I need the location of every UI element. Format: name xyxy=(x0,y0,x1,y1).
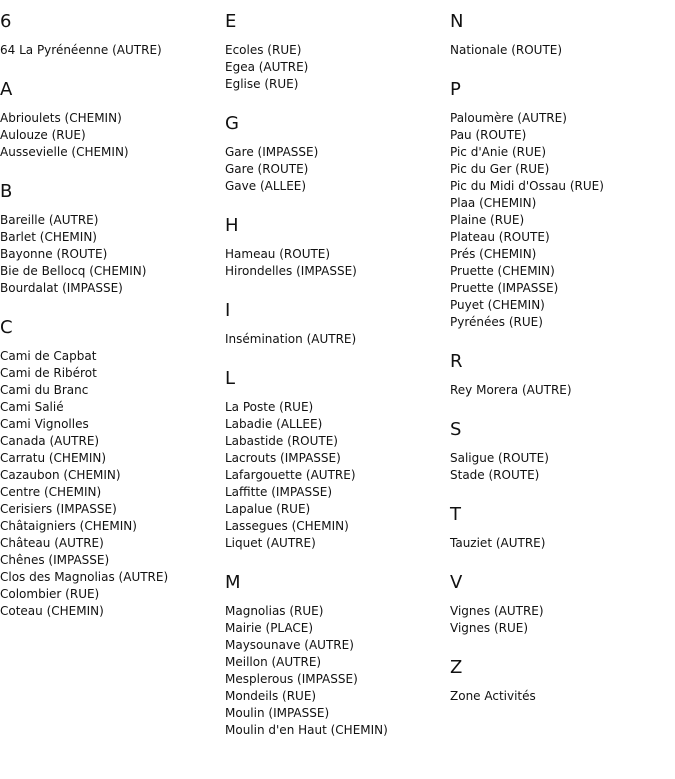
street-link[interactable]: Gare (IMPASSE) xyxy=(225,145,319,159)
letter-group xyxy=(0,11,220,59)
street-link[interactable]: Gave (ALLEE) xyxy=(225,179,307,193)
street-link[interactable]: Nationale (ROUTE) xyxy=(450,43,563,57)
letter-group xyxy=(450,504,670,552)
letter-group xyxy=(225,11,445,93)
street-link[interactable]: Aussevielle (CHEMIN) xyxy=(0,145,129,159)
street-link[interactable]: Pic du Midi d'Ossau (RUE) xyxy=(450,179,604,193)
street-link[interactable]: Hameau (ROUTE) xyxy=(225,247,331,261)
street-link[interactable]: 64 La Pyrénéenne (AUTRE) xyxy=(0,43,162,57)
street-link[interactable]: Cami Vignolles xyxy=(0,417,89,431)
street-list xyxy=(225,42,445,93)
street-link[interactable]: Abrioulets (CHEMIN) xyxy=(0,111,122,125)
street-link[interactable]: Ecoles (RUE) xyxy=(225,43,302,57)
group-letter-heading: E xyxy=(225,11,237,32)
letter-group xyxy=(225,215,445,280)
street-link[interactable]: Maysounave (AUTRE) xyxy=(225,638,354,652)
street-link[interactable]: Gare (ROUTE) xyxy=(225,162,309,176)
street-link[interactable]: Moulin d'en Haut (CHEMIN) xyxy=(225,723,388,737)
street-list xyxy=(0,348,220,620)
street-link[interactable]: Moulin (IMPASSE) xyxy=(225,706,330,720)
street-link[interactable]: Puyet (CHEMIN) xyxy=(450,298,545,312)
letter-group xyxy=(450,657,670,705)
group-letter-heading: L xyxy=(225,368,236,389)
street-link[interactable]: Eglise (RUE) xyxy=(225,77,299,91)
street-link[interactable]: Mairie (PLACE) xyxy=(225,621,314,635)
street-list xyxy=(225,399,445,552)
street-index-column-3 xyxy=(450,11,670,725)
letter-group xyxy=(0,317,220,620)
group-letter-heading: H xyxy=(225,215,239,236)
street-link[interactable]: Meillon (AUTRE) xyxy=(225,655,322,669)
group-letter-heading: T xyxy=(450,504,461,525)
street-link[interactable]: Coteau (CHEMIN) xyxy=(0,604,104,618)
group-letter-heading: C xyxy=(0,317,13,338)
street-list xyxy=(450,450,670,484)
letter-group xyxy=(450,572,670,637)
street-link[interactable]: Rey Morera (AUTRE) xyxy=(450,383,572,397)
street-index-column-1 xyxy=(0,11,220,640)
street-link[interactable]: Liquet (AUTRE) xyxy=(225,536,316,550)
group-letter-heading: N xyxy=(450,11,464,32)
letter-group xyxy=(450,419,670,484)
street-link[interactable]: Barlet (CHEMIN) xyxy=(0,230,97,244)
letter-group xyxy=(450,79,670,331)
street-list xyxy=(450,110,670,331)
street-link[interactable]: Labastide (ROUTE) xyxy=(225,434,338,448)
street-link[interactable]: Cazaubon (CHEMIN) xyxy=(0,468,121,482)
street-list xyxy=(0,110,220,161)
group-letter-heading: M xyxy=(225,572,241,593)
group-letter-heading: A xyxy=(0,79,13,100)
street-list xyxy=(450,382,670,399)
street-link[interactable]: Plaine (RUE) xyxy=(450,213,525,227)
street-link[interactable]: Lacrouts (IMPASSE) xyxy=(225,451,341,465)
street-link[interactable]: Pau (ROUTE) xyxy=(450,128,527,142)
street-list xyxy=(450,603,670,637)
street-link[interactable]: Aulouze (RUE) xyxy=(0,128,86,142)
street-list xyxy=(450,688,670,705)
letter-group xyxy=(0,181,220,297)
street-link[interactable]: Châtaigniers (CHEMIN) xyxy=(0,519,137,533)
street-link[interactable]: Plaa (CHEMIN) xyxy=(450,196,537,210)
letter-group xyxy=(225,368,445,552)
street-link[interactable]: Cerisiers (IMPASSE) xyxy=(0,502,117,516)
group-letter-heading: S xyxy=(450,419,462,440)
street-link[interactable]: Lapalue (RUE) xyxy=(225,502,311,516)
street-link[interactable]: Cami Salié xyxy=(0,400,64,414)
letter-group xyxy=(450,351,670,399)
street-link[interactable]: Château (AUTRE) xyxy=(0,536,104,550)
group-letter-heading: R xyxy=(450,351,463,372)
street-link[interactable]: Pic du Ger (RUE) xyxy=(450,162,550,176)
street-link[interactable]: Lassegues (CHEMIN) xyxy=(225,519,349,533)
letter-group xyxy=(225,300,445,348)
street-list xyxy=(0,42,220,59)
street-link[interactable]: Tauziet (AUTRE) xyxy=(450,536,546,550)
street-link[interactable]: Hirondelles (IMPASSE) xyxy=(225,264,357,278)
street-list xyxy=(450,535,670,552)
street-link[interactable]: Colombier (RUE) xyxy=(0,587,100,601)
group-letter-heading: P xyxy=(450,79,461,100)
street-link[interactable]: Bie de Bellocq (CHEMIN) xyxy=(0,264,147,278)
group-letter-heading: B xyxy=(0,181,13,202)
street-link[interactable]: Egea (AUTRE) xyxy=(225,60,309,74)
street-link[interactable]: Magnolias (RUE) xyxy=(225,604,324,618)
street-link[interactable]: Pruette (CHEMIN) xyxy=(450,264,555,278)
street-link[interactable]: Stade (ROUTE) xyxy=(450,468,540,482)
street-link[interactable]: Lafargouette (AUTRE) xyxy=(225,468,356,482)
street-link[interactable]: Cami de Capbat xyxy=(0,349,97,363)
street-link[interactable]: Zone Activités xyxy=(450,689,536,703)
street-link[interactable]: Insémination (AUTRE) xyxy=(225,332,357,346)
street-link[interactable]: Pruette (IMPASSE) xyxy=(450,281,559,295)
street-link[interactable]: Cami du Branc xyxy=(0,383,89,397)
street-link[interactable]: Laffitte (IMPASSE) xyxy=(225,485,332,499)
group-letter-heading: Z xyxy=(450,657,463,678)
street-link[interactable]: Vignes (RUE) xyxy=(450,621,529,635)
street-link[interactable]: Carratu (CHEMIN) xyxy=(0,451,107,465)
street-link[interactable]: Bayonne (ROUTE) xyxy=(0,247,108,261)
group-letter-heading: I xyxy=(225,300,231,321)
group-letter-heading: 6 xyxy=(0,11,12,32)
street-list xyxy=(225,246,445,280)
street-link[interactable]: Pic d'Anie (RUE) xyxy=(450,145,547,159)
street-link[interactable]: Canada (AUTRE) xyxy=(0,434,100,448)
street-link[interactable]: Pyrénées (RUE) xyxy=(450,315,543,329)
street-link[interactable]: Cami de Ribérot xyxy=(0,366,97,380)
street-link[interactable]: Chênes (IMPASSE) xyxy=(0,553,110,567)
street-link[interactable]: Vignes (AUTRE) xyxy=(450,604,544,618)
street-link[interactable]: Bourdalat (IMPASSE) xyxy=(0,281,123,295)
street-link[interactable]: Prés (CHEMIN) xyxy=(450,247,537,261)
street-link[interactable]: Centre (CHEMIN) xyxy=(0,485,102,499)
street-link[interactable]: Paloumère (AUTRE) xyxy=(450,111,567,125)
street-index-column-2 xyxy=(225,11,445,759)
street-list xyxy=(0,212,220,297)
letter-group xyxy=(225,113,445,195)
street-link[interactable]: La Poste (RUE) xyxy=(225,400,314,414)
street-link[interactable]: Clos des Magnolias (AUTRE) xyxy=(0,570,169,584)
street-list xyxy=(225,144,445,195)
letter-group xyxy=(450,11,670,59)
street-list xyxy=(225,603,445,739)
street-link[interactable]: Bareille (AUTRE) xyxy=(0,213,99,227)
street-link[interactable]: Plateau (ROUTE) xyxy=(450,230,550,244)
letter-group xyxy=(225,572,445,739)
street-link[interactable]: Saligue (ROUTE) xyxy=(450,451,549,465)
street-link[interactable]: Mesplerous (IMPASSE) xyxy=(225,672,358,686)
group-letter-heading: V xyxy=(450,572,463,593)
street-list xyxy=(450,42,670,59)
street-link[interactable]: Mondeils (RUE) xyxy=(225,689,317,703)
letter-group xyxy=(0,79,220,161)
street-link[interactable]: Labadie (ALLEE) xyxy=(225,417,323,431)
group-letter-heading: G xyxy=(225,113,239,134)
street-list xyxy=(225,331,445,348)
